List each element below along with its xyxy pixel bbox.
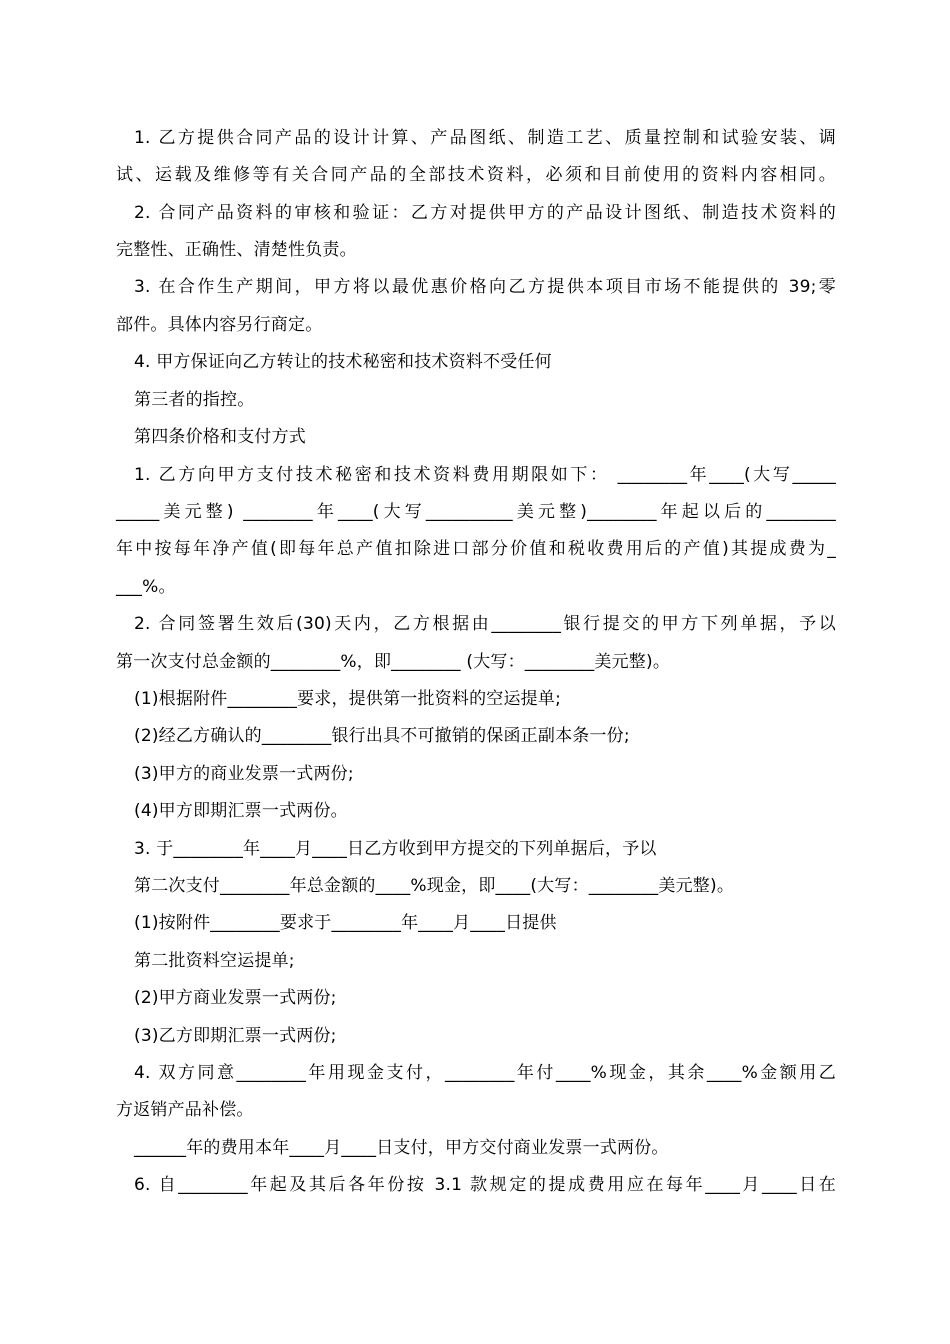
paragraph-line: 2. 合同签署生效后(30)天内，乙方根据由________银行提交的甲方下列单据，予以 (134, 614, 836, 634)
paragraph-line: 1. 乙方向甲方支付技术秘密和技术资料费用期限如下： ________年____(大写_____ (134, 465, 836, 485)
paragraph-line: 4. 甲方保证向乙方转让的技术秘密和技术资料不受任何 (134, 352, 552, 372)
paragraph-line: _____美元整) ________年____(大写__________美元整)________年起以后的________ (116, 502, 836, 522)
paragraph-line: 3. 于________年____月____日乙方收到甲方提交的下列单据后，予以 (134, 839, 657, 859)
section-heading: 第四条价格和支付方式 (134, 427, 306, 447)
paragraph-line: 试、运载及维修等有关合同产品的全部技术资料，必须和目前使用的资料内容相同。 (116, 165, 836, 185)
paragraph-line: 4. 双方同意________年用现金支付，________年付____%现金，其余____%金额用乙 (134, 1063, 836, 1083)
paragraph-line: ___%。 (116, 577, 176, 597)
list-item: (4)甲方即期汇票一式两份。 (134, 801, 348, 821)
paragraph-line: 年中按每年净产值(即每年总产值扣除进口部分价值和税收费用后的产值)其提成费为_ (116, 539, 836, 559)
paragraph-line: 1. 乙方提供合同产品的设计计算、产品图纸、制造工艺、质量控制和试验安装、调 (134, 128, 836, 148)
paragraph-line: ______年的费用本年____月____日支付，甲方交付商业发票一式两份。 (134, 1138, 669, 1158)
list-item: (2)经乙方确认的________银行出具不可撤销的保函正副本条一份; (134, 726, 630, 746)
paragraph-line: 3. 在合作生产期间，甲方将以最优惠价格向乙方提供本项目市场不能提供的 39;零 (134, 277, 836, 297)
paragraph-line: 第一次支付总金额的________%，即________ (大写：________美元整)。 (116, 652, 671, 672)
paragraph-line: 2. 合同产品资料的审核和验证：乙方对提供甲方的产品设计图纸、制造技术资料的 (134, 203, 836, 223)
paragraph-line: 第三者的指控。 (134, 390, 255, 410)
paragraph-line: 第二次支付________年总金额的____%现金，即____(大写：________美元整)。 (134, 876, 735, 896)
paragraph-line: 完整性、正确性、清楚性负责。 (116, 240, 357, 260)
list-item: (3)甲方的商业发票一式两份; (134, 764, 354, 784)
list-item: (1)按附件________要求于________年____月____日提供 (134, 913, 557, 933)
list-item: (2)甲方商业发票一式两份; (134, 988, 337, 1008)
paragraph-line: 6. 自________年起及其后各年份按 3.1 款规定的提成费用应在每年____月____日在 (134, 1175, 836, 1195)
paragraph-line: 部件。具体内容另行商定。 (116, 315, 323, 335)
paragraph-line: 方返销产品补偿。 (116, 1100, 254, 1120)
list-item: 第二批资料空运提单; (134, 951, 295, 971)
list-item: (1)根据附件________要求，提供第一批资料的空运提单; (134, 689, 562, 709)
list-item: (3)乙方即期汇票一式两份; (134, 1026, 337, 1046)
